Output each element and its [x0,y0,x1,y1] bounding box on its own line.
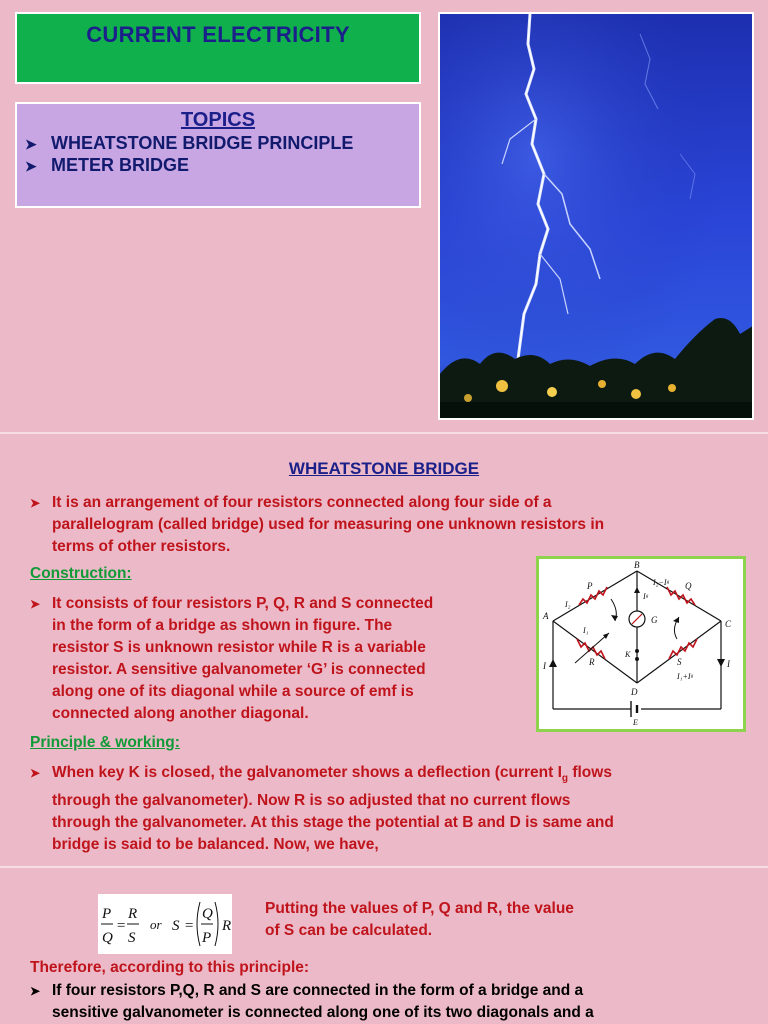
svg-text:R: R [222,918,232,934]
svg-text:S: S [128,930,136,946]
label-s: S [677,657,682,667]
arrow-bullet-icon: ➤ [25,136,37,152]
balance-formula [98,894,232,954]
arrow-bullet-icon: ➤ [25,158,37,174]
node-label-a: A [543,611,549,621]
label-i-left: I [543,661,546,671]
node-label-e: E [633,718,638,727]
node-label-d: D [631,687,638,697]
arrow-bullet-icon: ➤ [30,766,41,780]
topic-item: ➤ METER BRIDGE [25,155,190,175]
svg-text:Q: Q [102,930,113,946]
label-i-right: I [727,659,730,669]
label-ig: Iᵍ [643,592,648,601]
label-g: G [651,615,658,625]
construction-heading: Construction: [30,565,132,582]
topic-item: ➤ WHEATSTONE BRIDGE PRINCIPLE [25,133,354,153]
lightning-image [440,14,754,420]
arrow-bullet-icon: ➤ [30,984,41,998]
slide-wheatstone [0,434,768,866]
page-title: CURRENT ELECTRICITY [86,22,350,47]
topics-heading: TOPICS [180,109,256,131]
construction-paragraph: ➤ It consists of four resistors P, Q, R and S connected in the form of a bridge as shown in figure. The resistor S is unknown resistor while R is a variable resistor. A sensitive galvanometer ‘G’ is connected along one of its diagonal while a source of emf is connected along another diagonal. [30,595,434,722]
arrow-bullet-icon: ➤ [30,496,41,510]
arrow-bullet-icon: ➤ [30,597,41,611]
label-i1: I₁ [583,626,589,635]
section-heading: WHEATSTONE BRIDGE [288,459,480,478]
svg-text:P: P [202,930,212,946]
svg-text:R: R [128,906,138,922]
label-i2-minus-ig: I₂−Iᵍ [653,578,669,587]
slide-balance [0,868,768,1024]
svg-text:S: S [172,918,180,934]
svg-text:or: or [150,917,162,932]
slide-title [0,0,768,432]
intro-paragraph: ➤ It is an arrangement of four resistors connected along four side of a parallelogram (called bridge) used for measuring one unknown resistors in terms of other resistors. [30,494,605,555]
label-r: R [589,657,595,667]
svg-text:=: = [116,918,127,934]
therefore-text: Therefore, according to this principle: [30,959,310,976]
formula-svg [98,894,232,954]
circuit-svg [539,559,743,729]
title-box [15,12,421,84]
topics-box [15,102,421,208]
wheatstone-circuit-diagram [536,556,746,732]
svg-text:P: P [102,906,112,922]
label-k: K [625,650,631,659]
label-i1-plus-ig: I₁+Iᵍ [677,672,693,681]
svg-text:=: = [184,918,195,934]
principle-heading: Principle & working: [30,734,180,751]
putting-text: Putting the values of P, Q and R, the value of S can be calculated. [265,900,574,939]
label-q: Q [685,581,692,591]
working-paragraph: ➤ When key K is closed, the galvanometer shows a deflection (current $I_g$ flows through the galvanometer). Now R is so adjusted that no current flows through the galvanometer. At this stage the potential at B and D is same and bridge is said to be balanced. Now, we have, [30,764,614,854]
svg-text:Q: Q [202,906,213,922]
lightning-photo [438,12,754,420]
node-label-c: C [725,619,732,629]
label-p: P [587,581,593,591]
final-paragraph: ➤ If four resistors P,Q, R and S are connected in the form of a bridge and a sensitive galvanometer is connected along one of its two diagonals and a [30,982,594,1021]
node-label-b: B [634,560,640,570]
label-i2: I₂ [565,600,571,609]
